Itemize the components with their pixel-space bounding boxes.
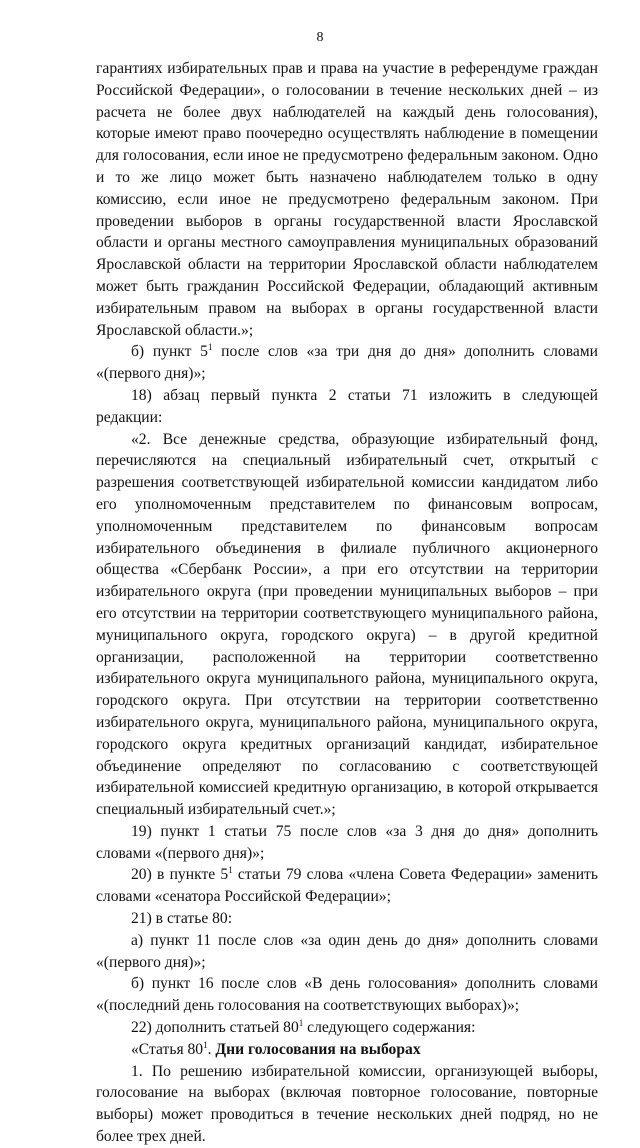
paragraph-item-20: 20) в пункте $5^1$ статьи 79 слова «члена Совета Федерации» заменить словами «сенатора Российской Федерации»; <box>96 865 598 906</box>
document-body <box>96 58 598 1148</box>
paragraph-continuation: гарантиях избирательных прав и права на участие в референдуме граждан Российской Федерации», о голосовании в течение нескольких дней – из расчета не более двух наблюдателей на каждый день голосования), которые имеют право поочередно осуществлять наблюдение в помещении для голосования, если иное не предусмотрено федеральным законом. Одно и то же лицо может быть назначено наблюдателем только в одну комиссию, если иное не предусмотрено федеральным законом. При проведении выборов в органы государственной власти Ярославской области и органы местного самоуправления муниципальных образований Ярославской области на территории Ярославской области наблюдателем может быть гражданин Российской Федерации, обладающий активным избирательным правом на выборах в органы государственной власти Ярославской области.»; <box>96 60 598 339</box>
paragraph-item-21: 21) в статье 80: <box>131 910 233 928</box>
paragraph-quoted-clause-2: «2. Все денежные средства, образующие избирательный фонд, перечисляются на специальный избирательный счет, открытый с разрешения соответствующей избирательной комиссии кандидатом либо его уполномоченным представителем по финансовым вопросам, уполномоченным представителем по финансовым вопросам избирательного объединения в филиале публичного акционерного общества «Сбербанк России», а при его отсутствии на территории избирательного округа (при проведении муниципальных выборов – при его отсутствии на территории соответствующего муниципального района, муниципального округа, городского округа) – в другой кредитной организации, расположенной на территории соответственно избирательного округа муниципального района, муниципального округа, городского округа. При отсутствии на территории соответственно избирательного округа, муниципального района, муниципального округа, городского округа кредитных организаций кандидат, избирательное объединение определяют по согласованию с соответствующей избирательной комиссией кредитную организацию, в которой открывается специальный избирательный счет.»; <box>96 430 598 819</box>
paragraph-item-21-b: б) пункт 16 после слов «В день голосования» дополнить словами «(последний день голосования на соответствующих выборах)»; <box>96 975 598 1015</box>
paragraph-item-19: 19) пункт 1 статьи 75 после слов «за 3 дня до дня» дополнить словами «(первого дня)»; <box>96 822 598 862</box>
article-heading: «Статья $80^1$. Дни голосования на выборах <box>131 1039 421 1058</box>
paragraph-item-21-a: а) пункт 11 после слов «за один день до дня» дополнить словами «(первого дня)»; <box>96 931 598 971</box>
paragraph-item-b-5-1: б) пункт $5^1$ после слов «за три дня до дня» дополнить словами «(первого дня)»; <box>96 342 598 383</box>
paragraph-item-18: 18) абзац первый пункта 2 статьи 71 изложить в следующей редакции: <box>96 386 598 426</box>
article-title: Дни голосования на выборах <box>215 1040 421 1058</box>
paragraph-article-clause-1: 1. По решению избирательной комиссии, организующей выборы, голосование на выборах (включая повторное голосование, повторные выборы) может проводиться в течение нескольких дней подряд, но не более трех дней. <box>96 1062 598 1146</box>
page-number: 8 <box>316 30 324 45</box>
paragraph-item-22: 22) дополнить статьей $80^1$ следующего содержания: <box>131 1018 476 1037</box>
